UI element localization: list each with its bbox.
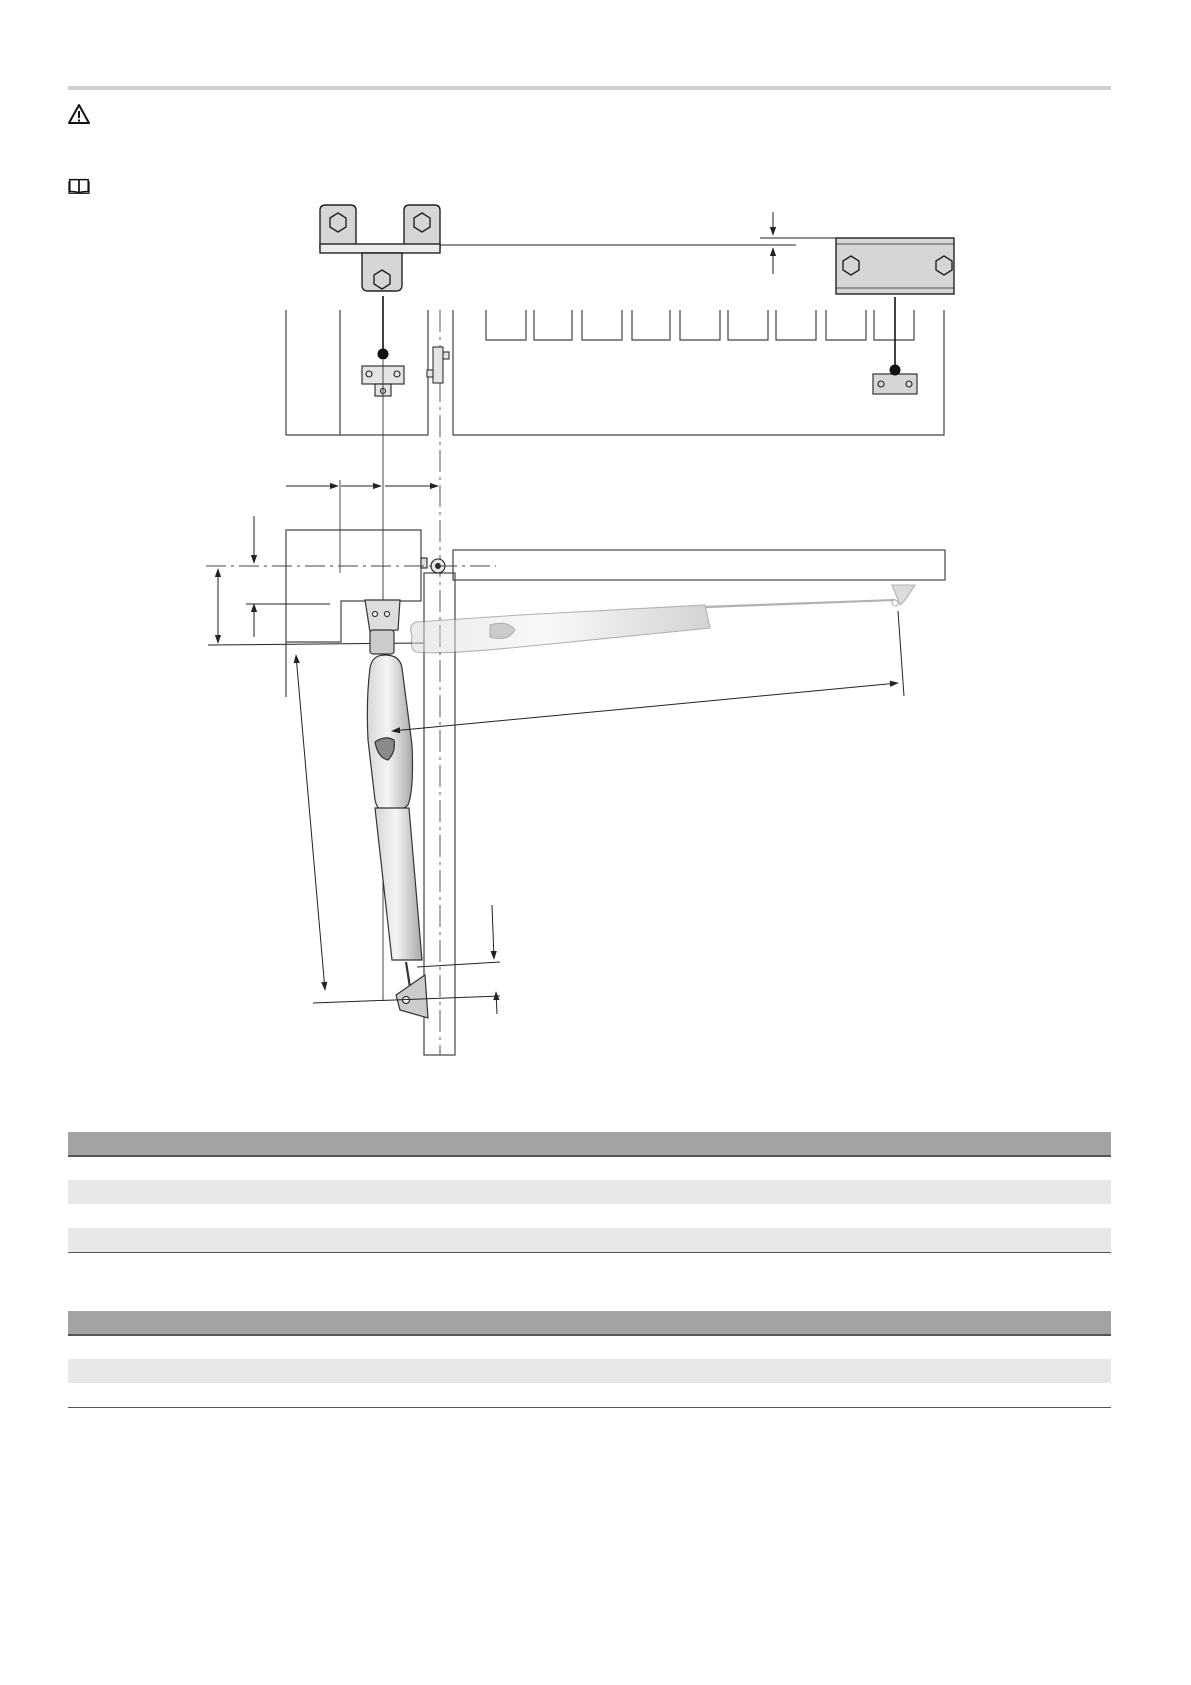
open-book-icon <box>68 175 90 197</box>
bracket-small-right <box>873 374 917 394</box>
installation-drawing <box>0 195 1191 1065</box>
table-row <box>68 1204 1111 1228</box>
actuator-closed <box>365 600 428 1018</box>
table-row <box>68 1335 1111 1359</box>
hinge-top <box>427 347 449 383</box>
table-row <box>68 1359 1111 1383</box>
actuator-open-ghost <box>411 585 915 653</box>
table-header-row <box>68 1132 1111 1156</box>
rear-bracket-detail <box>320 205 440 291</box>
warning-triangle-icon <box>68 103 90 125</box>
hinge-plan <box>421 558 445 573</box>
horizontal-dimensions <box>286 480 438 573</box>
table-row <box>68 1156 1111 1180</box>
table-row <box>68 1383 1111 1407</box>
plate-thickness-dimension <box>440 212 836 274</box>
table-header-row <box>68 1311 1111 1335</box>
table-row <box>68 1228 1111 1252</box>
specification-table-2 <box>68 1311 1111 1408</box>
front-bracket-detail <box>836 238 954 294</box>
table-row <box>68 1180 1111 1204</box>
specification-table-1 <box>68 1132 1111 1253</box>
header-rule <box>68 86 1111 90</box>
